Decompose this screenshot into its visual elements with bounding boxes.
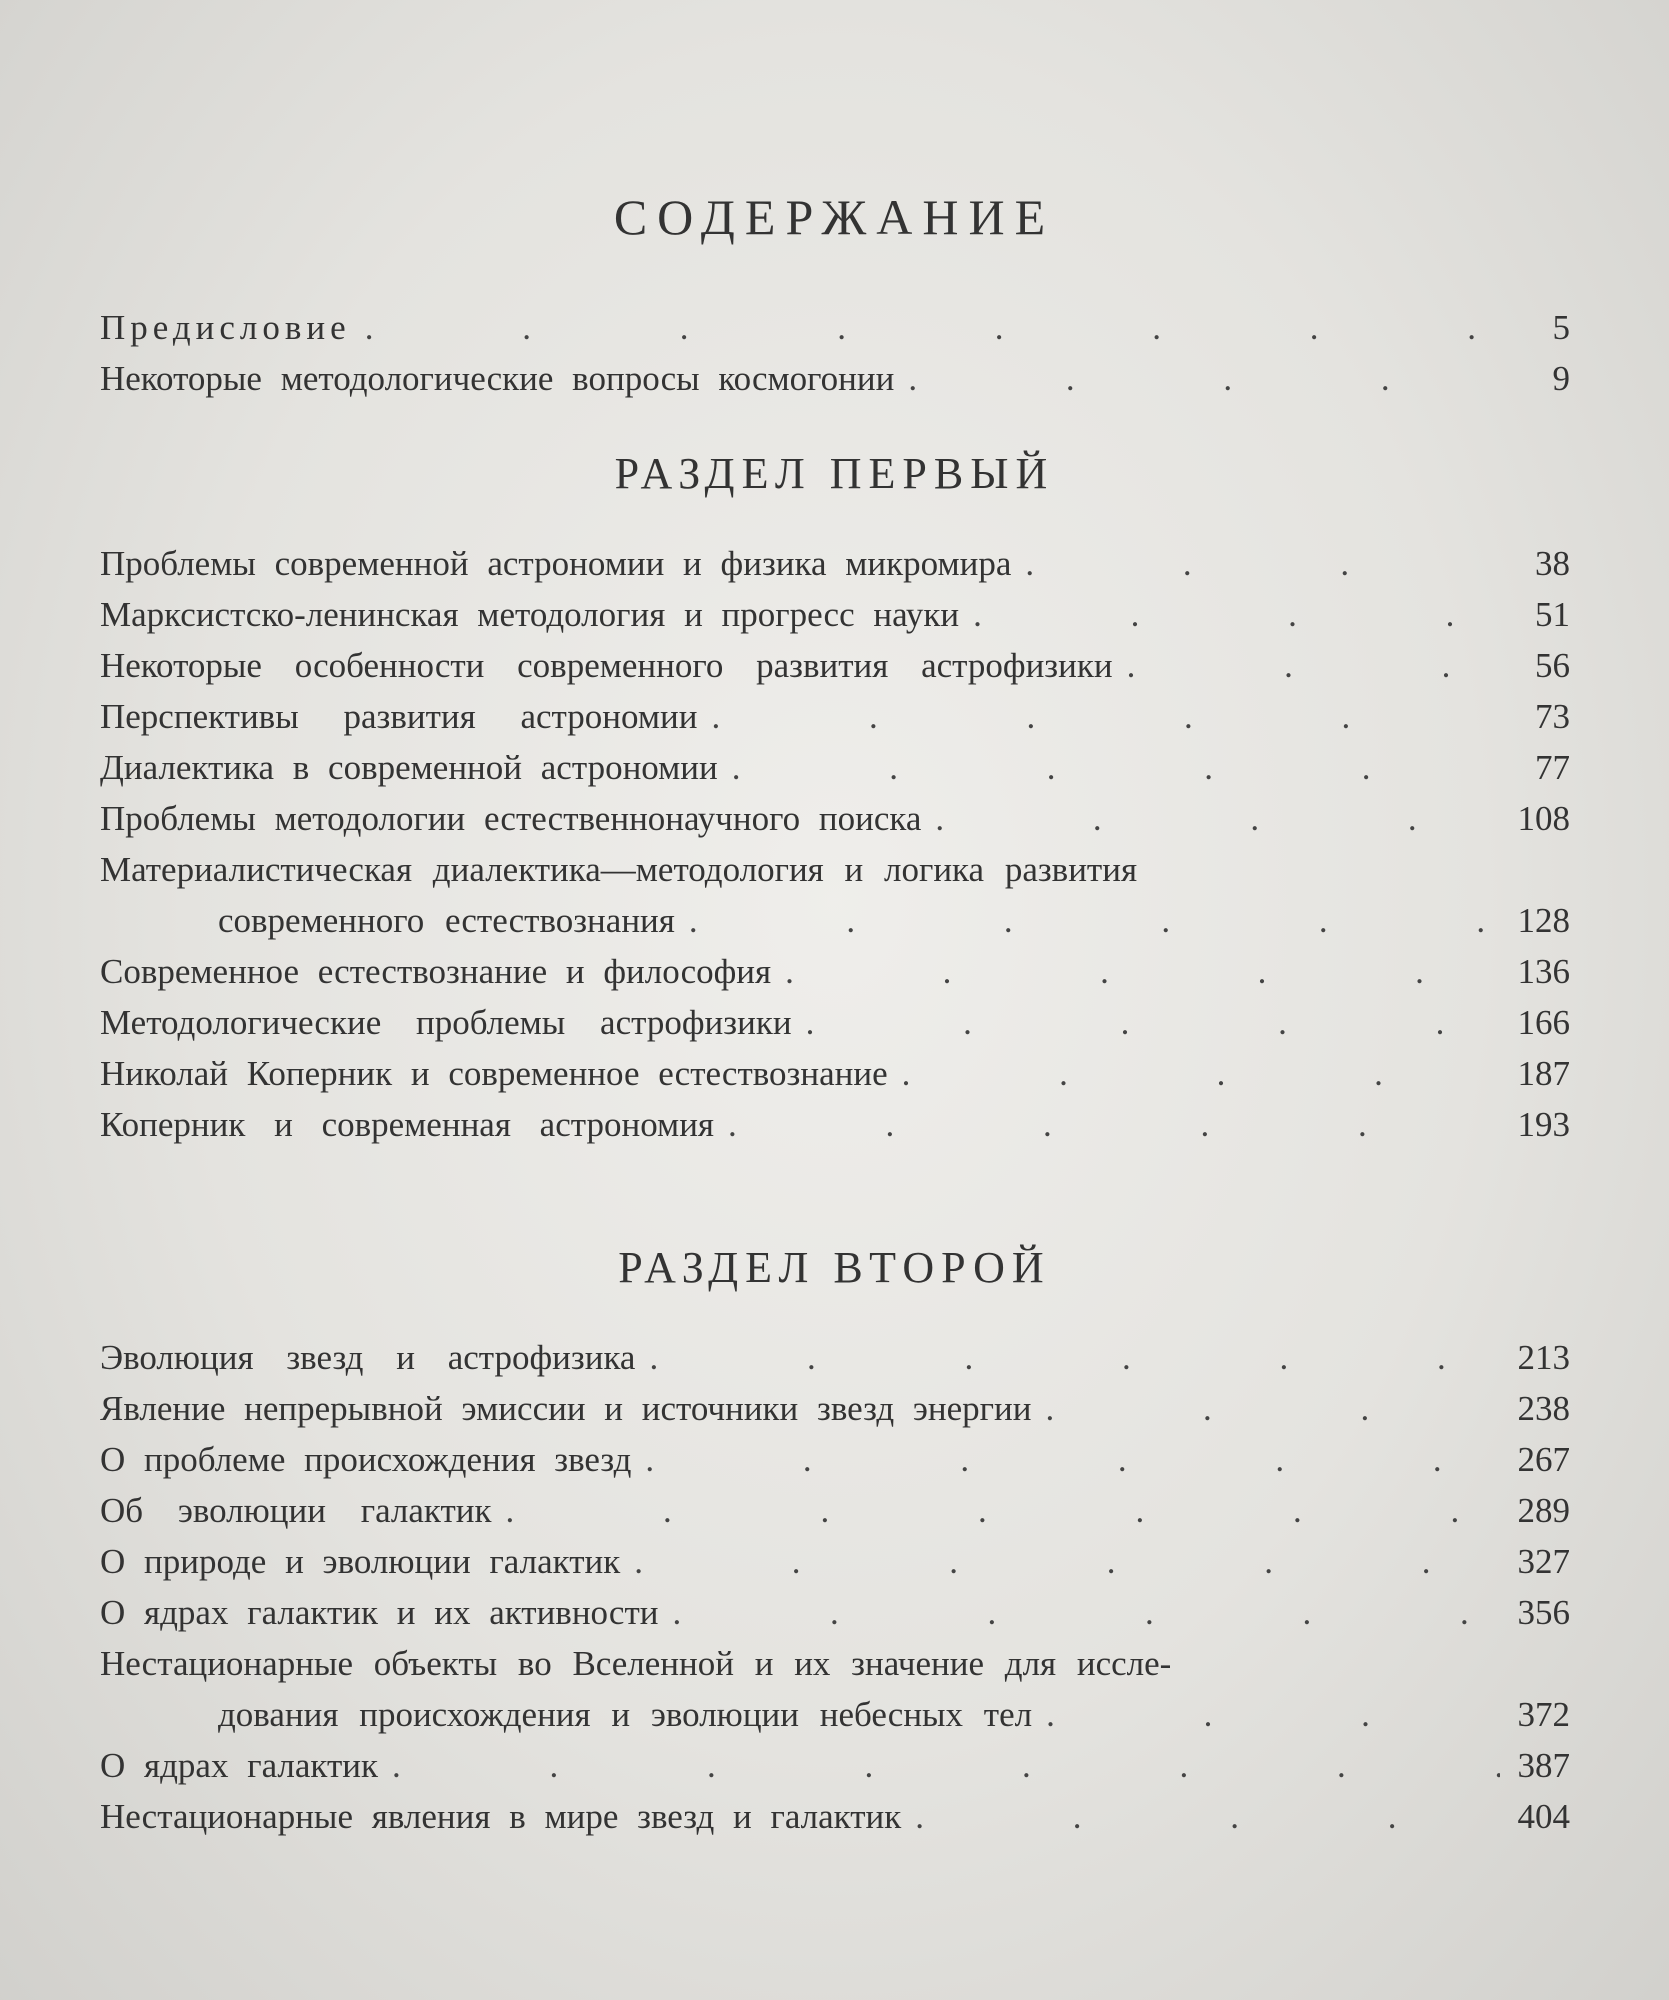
toc-entry-title: Коперник и современная астрономия: [100, 1105, 715, 1144]
toc-entry[interactable]: [100, 742, 1570, 793]
toc-entry-page: 9: [1552, 359, 1570, 398]
dot-leader: [492, 1485, 1500, 1536]
toc-entry-title: О проблеме происхождения звезд: [100, 1440, 632, 1479]
toc-entry-title: Современное естествознание и философия: [100, 952, 772, 991]
toc-entry[interactable]: [100, 640, 1570, 691]
dot-leader: [659, 1587, 1501, 1638]
toc-entry-title: Эволюция звезд и астрофизика: [100, 1338, 636, 1377]
dot-leader: [631, 1434, 1500, 1485]
toc-entry-page: 108: [1517, 799, 1570, 838]
toc-entry[interactable]: [100, 1099, 1570, 1150]
toc-entry[interactable]: [100, 1048, 1570, 1099]
toc-entry-title: Проблемы современной астрономии и физика микромира: [100, 544, 1012, 583]
toc-entry-title: Нестационарные явления в мире звезд и галактик: [100, 1797, 902, 1836]
dot-leader: [697, 691, 1500, 742]
toc-entry[interactable]: [100, 1536, 1570, 1587]
toc-entry-title: Диалектика в современной астрономии: [100, 748, 718, 787]
toc-entry-title: Предисловие: [100, 308, 351, 347]
toc-entry-page: 267: [1517, 1440, 1570, 1479]
section-2-list: [100, 1332, 1570, 1842]
dot-leader: [714, 1099, 1500, 1150]
toc-entry-title: Явление непрерывной эмиссии и источники звезд энергии: [100, 1389, 1032, 1428]
toc-entry[interactable]: [100, 1434, 1570, 1485]
dot-leader: [921, 793, 1500, 844]
dot-leader: [771, 946, 1500, 997]
dot-leader: [1113, 640, 1500, 691]
toc-entry-title: О ядрах галактик: [100, 1746, 378, 1785]
toc-entry-page: 327: [1517, 1542, 1570, 1581]
dot-leader: [635, 1332, 1500, 1383]
toc-entry-title-line1: Материалистическая диалектика—методология и логика развития: [100, 850, 1138, 889]
toc-entry[interactable]: [100, 538, 1570, 589]
dot-leader: [718, 742, 1500, 793]
toc-entry[interactable]: [100, 793, 1570, 844]
toc-entry[interactable]: [100, 946, 1570, 997]
toc-entry-title: Проблемы методологии естественнонаучного поиска: [100, 799, 922, 838]
toc-entry-title: Об эволюции галактик: [100, 1491, 492, 1530]
toc-entry-page: 51: [1535, 595, 1570, 634]
toc-entry[interactable]: [100, 1332, 1570, 1383]
toc-entry[interactable]: [100, 997, 1570, 1048]
dot-leader: [351, 302, 1500, 353]
toc-entry-page: 289: [1517, 1491, 1570, 1530]
toc-entry-title-line1: Нестационарные объекты во Вселенной и их значение для иссле-: [100, 1644, 1172, 1683]
toc-entry-page: 356: [1517, 1593, 1570, 1632]
toc-entry-title: Методологические проблемы астрофизики: [100, 1003, 792, 1042]
toc-entry-page: 77: [1535, 748, 1570, 787]
toc-entry-title-line2: современного естествознания: [218, 901, 675, 940]
section-1-list: [100, 538, 1570, 1150]
toc-entry-title-line2: дования происхождения и эволюции небесных тел: [218, 1695, 1033, 1734]
toc-entry-title: Некоторые методологические вопросы космогонии: [100, 359, 895, 398]
toc-entry[interactable]: [100, 1791, 1570, 1842]
toc-entry-page: 372: [1517, 1695, 1570, 1734]
toc-entry[interactable]: [100, 1383, 1570, 1434]
dot-leader: [675, 895, 1500, 946]
toc-entry[interactable]: [100, 1485, 1570, 1536]
dot-leader: [901, 1791, 1500, 1842]
toc-entry-page: 193: [1517, 1105, 1570, 1144]
dot-leader: [1032, 1383, 1501, 1434]
toc-entry-title: Некоторые особенности современного развития астрофизики: [100, 646, 1113, 685]
toc-entry[interactable]: [100, 1740, 1570, 1791]
dot-leader: [959, 589, 1500, 640]
toc-entry[interactable]: [100, 691, 1570, 742]
toc-entry-page: 128: [1517, 901, 1570, 940]
toc-entry[interactable]: [100, 1638, 1570, 1740]
dot-leader: [888, 1048, 1500, 1099]
toc-entry-page: 166: [1517, 1003, 1570, 1042]
toc-entry-page: 38: [1535, 544, 1570, 583]
toc-entry[interactable]: [100, 1587, 1570, 1638]
dot-leader: [1011, 538, 1500, 589]
toc-entry-page: 73: [1535, 697, 1570, 736]
toc-entry[interactable]: [100, 844, 1570, 946]
toc-entry[interactable]: [100, 589, 1570, 640]
toc-entry-page: 187: [1517, 1054, 1570, 1093]
toc-entry-title: Перспективы развития астрономии: [100, 697, 698, 736]
dot-leader: [894, 353, 1500, 404]
section-heading-2: РАЗДЕЛ ВТОРОЙ: [618, 1243, 1051, 1292]
toc-entry-title: Марксистско-ленинская методология и прогресс науки: [100, 595, 960, 634]
dot-leader: [378, 1740, 1500, 1791]
toc-entry-page: 136: [1517, 952, 1570, 991]
toc-entry-title: О ядрах галактик и их активности: [100, 1593, 659, 1632]
front-matter-list: [100, 302, 1570, 404]
toc-entry-page: 404: [1517, 1797, 1570, 1836]
toc-entry-page: 5: [1552, 308, 1570, 347]
dot-leader: [1032, 1689, 1500, 1740]
dot-leader: [792, 997, 1500, 1048]
dot-leader: [620, 1536, 1500, 1587]
toc-entry-methodology[interactable]: [100, 353, 1570, 404]
section-heading-1: РАЗДЕЛ ПЕРВЫЙ: [614, 449, 1055, 498]
toc-entry-preface[interactable]: [100, 302, 1570, 353]
page-title: СОДЕРЖАНИЕ: [613, 189, 1056, 245]
toc-entry-page: 387: [1517, 1746, 1570, 1785]
toc-entry-page: 238: [1517, 1389, 1570, 1428]
toc-entry-page: 56: [1535, 646, 1570, 685]
toc-entry-title: О природе и эволюции галактик: [100, 1542, 621, 1581]
toc-entry-title: Николай Коперник и современное естествознание: [100, 1054, 888, 1093]
toc-entry-page: 213: [1517, 1338, 1570, 1377]
